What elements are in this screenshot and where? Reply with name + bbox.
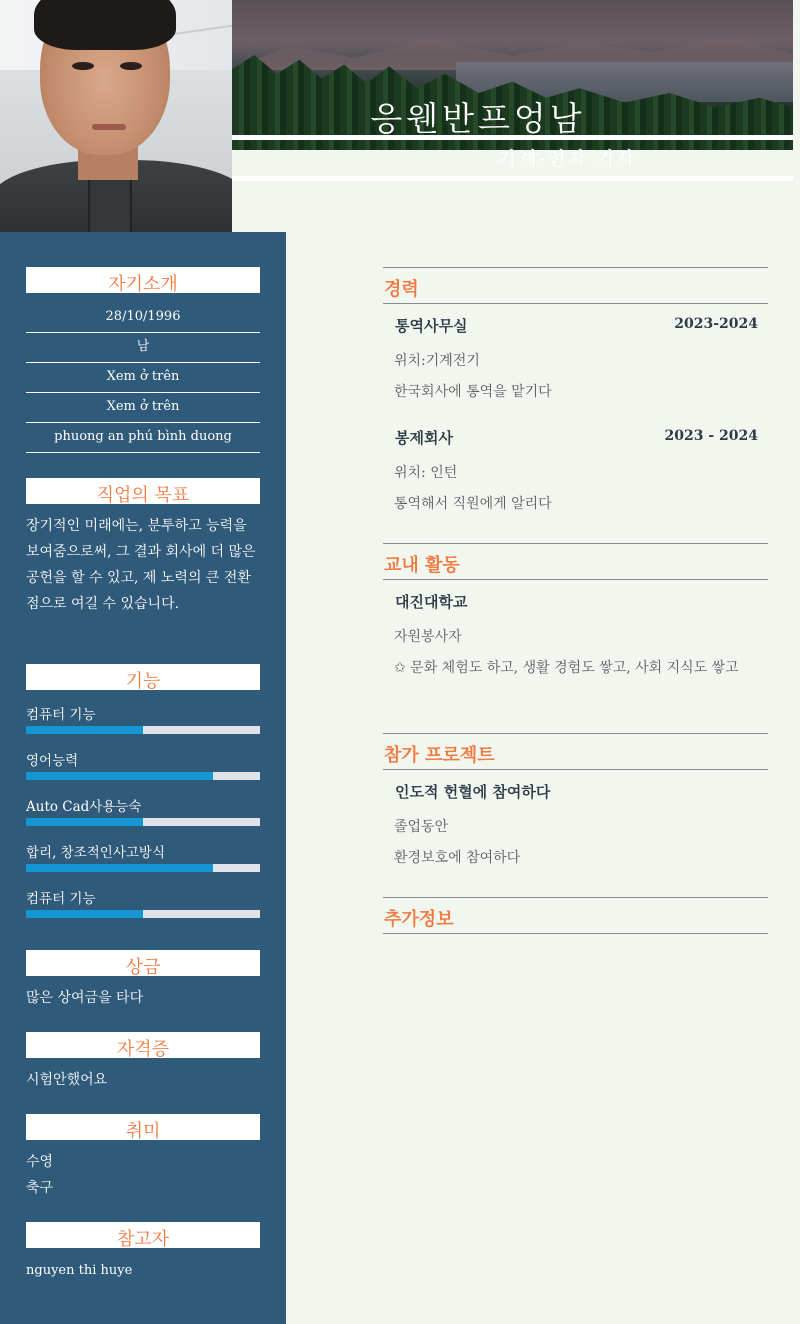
experience-title: 경력 [384,279,419,300]
address: phuong an phú bình duong [26,423,260,453]
skill-bar [26,910,260,918]
skill-bar-fill [26,726,143,734]
section-rule [383,733,768,734]
project-name: 인도적 헌혈에 참여하다 [395,783,551,801]
experience-date: 2023 - 2024 [664,428,758,444]
project-desc: 환경보호에 참여하다 [394,850,521,866]
experience-date: 2023-2024 [674,316,758,332]
skill-bar-fill [26,910,143,918]
objective-title: 직업의 목표 [26,478,260,504]
section-rule [383,933,768,934]
project-role: 졸업동안 [394,819,449,835]
skills-title: 기능 [26,664,260,690]
skill-label: 영어능력 [26,753,79,769]
projects-title: 참가 프로젝트 [384,745,495,766]
campus-role: 자원봉사자 [394,629,462,645]
section-rule [383,303,768,304]
profile-photo [0,0,232,232]
awards-title: 상금 [26,950,260,976]
section-rule [383,897,768,898]
banner-divider-bottom [232,176,793,181]
hobby-item: 축구 [26,1180,54,1196]
phone: Xem ở trên [26,363,260,393]
gender: 남 [26,333,260,363]
experience-org: 봉제회사 [395,429,453,447]
certificates-text: 시험안했어요 [26,1072,108,1088]
skill-label: 컴퓨터 기능 [26,891,96,907]
campus-title: 교내 활동 [384,555,460,576]
skill-label: 합리, 창조적인사고방식 [26,845,165,861]
section-rule [383,579,768,580]
skill-bar-fill [26,772,213,780]
references-text: nguyen thi huye [26,1263,133,1278]
experience-role: 위치: 인턴 [394,465,458,481]
objective-text: 장기적인 미래에는, 분투하고 능력을 보여줌으로써, 그 결과 회사에 더 많은 공헌을 할 수 있고, 제 노력의 큰 전환점으로 여길 수 있습니다. [26,518,256,612]
references-title: 참고자 [26,1222,260,1248]
skill-bar [26,864,260,872]
hobbies-title: 취미 [26,1114,260,1140]
hobby-item: 수영 [26,1154,54,1170]
awards-text: 많은 상여금을 타다 [26,990,144,1006]
skill-label: 컴퓨터 기능 [26,707,96,723]
experience-desc: 한국회사에 통역을 맡기다 [394,384,552,400]
certificates-title: 자격증 [26,1032,260,1058]
skill-bar [26,726,260,734]
section-rule [383,543,768,544]
section-rule [383,769,768,770]
experience-org: 통역사무실 [395,317,468,335]
experience-desc: 통역해서 직원에게 알리다 [394,496,552,512]
skill-bar [26,772,260,780]
campus-desc: ✩ 문화 체험도 하고, 생활 경험도 쌓고, 사회 지식도 쌓고 [394,660,739,676]
skill-label: Auto Cad사용능숙 [26,799,142,815]
intro-title: 자기소개 [26,267,260,293]
candidate-title: 기계-전자 기사 [497,148,637,170]
birthdate: 28/10/1996 [26,303,260,333]
extra-title: 추가정보 [384,909,454,930]
skill-bar-fill [26,864,213,872]
candidate-name: 응웬반프엉남 [370,99,586,138]
section-rule [383,267,768,268]
skill-bar-fill [26,818,143,826]
email: Xem ở trên [26,393,260,423]
skill-bar [26,818,260,826]
experience-role: 위치:기계전기 [394,353,480,369]
campus-org: 대진대학교 [395,593,468,611]
